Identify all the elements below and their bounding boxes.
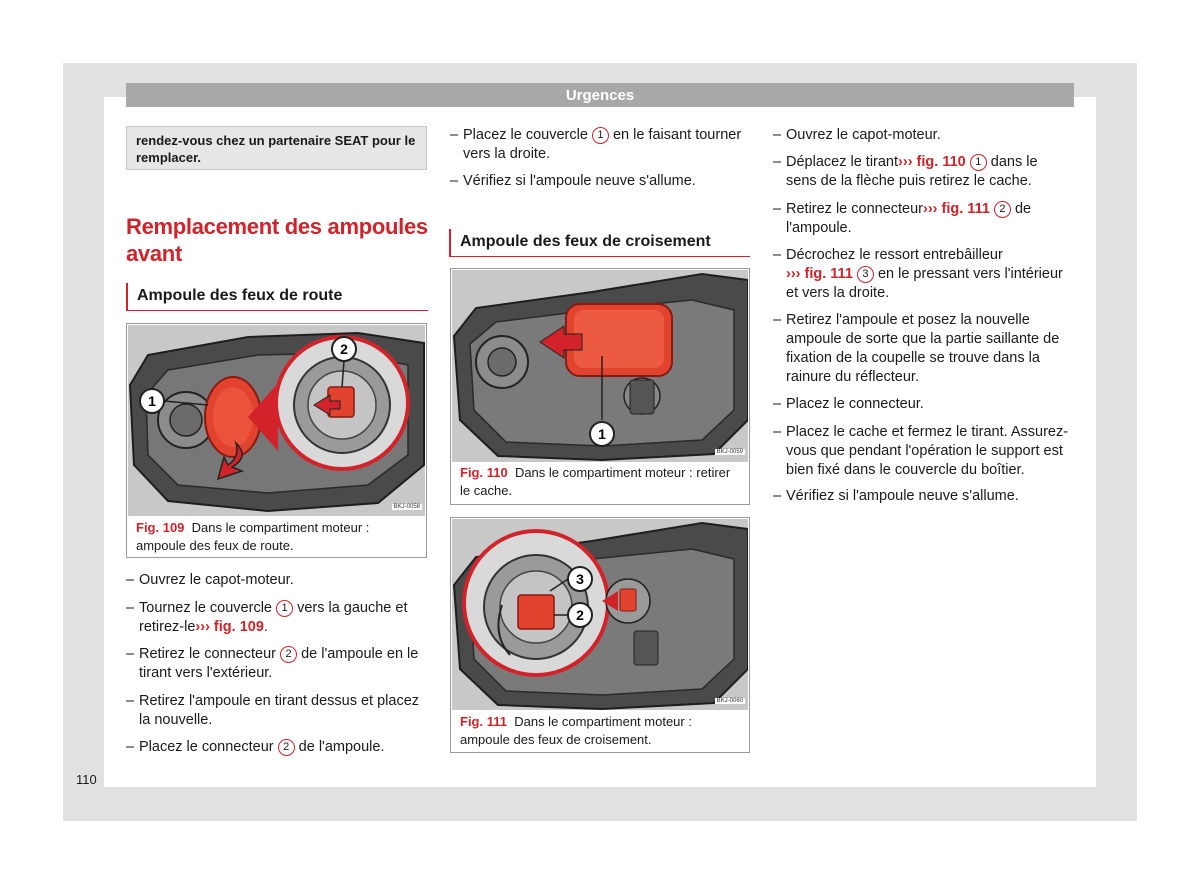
callout-2: 2 (340, 341, 348, 357)
list-item: – Ouvrez le capot-moteur. (126, 572, 294, 588)
list-item: – Placez le cache et fermez le tirant. Assurez-vous que pendant l'opération le support est bien fixé dans le couvercle du boîtier. (773, 424, 1069, 478)
list-item: – Placez le connecteur 2 de l'ampoule. (126, 739, 385, 755)
figure-link[interactable]: ››› fig. 109 (195, 619, 264, 635)
list-item: – Retirez l'ampoule et posez la nouvelle ampoule de sorte que la partie saillante de fixation de la coupelle se trouve dans la rainure du réflecteur. (773, 312, 1060, 385)
figure-caption-text: Dans le compartiment moteur : retirer le cache. (460, 465, 731, 498)
page-title: Remplacement des ampoules avant (126, 214, 428, 266)
callout-2: 2 (576, 607, 584, 623)
note-box: rendez-vous chez un partenaire SEAT pour le remplacer. (126, 126, 427, 170)
list-item: – Décrochez le ressort entrebâilleur ››› fig. 111 3 en le pressant vers l'intérieur et vers la droite. (773, 247, 1063, 301)
callout-1: 1 (598, 426, 606, 442)
list-item: – Tournez le couvercle 1 vers la gauche et retirez-le››› fig. 109. (126, 600, 408, 635)
figure-caption (460, 713, 741, 749)
figure-label: Fig. 111 (460, 714, 507, 729)
page-number: 110 (76, 772, 97, 787)
figure-caption (136, 519, 418, 555)
figure-code: BKJ-0058 (393, 504, 420, 510)
figure-label: Fig. 110 (460, 465, 508, 480)
callout-badge: 2 (994, 201, 1011, 218)
figure-caption-text: Dans le compartiment moteur : ampoule des feux de croisement. (460, 714, 692, 747)
list-item: – Vérifiez si l'ampoule neuve s'allume. (773, 488, 1019, 504)
headlamp-cover-illustration (452, 270, 748, 462)
callout-badge: 1 (276, 600, 293, 617)
list-item: – Retirez le connecteur››› fig. 111 2 de l'ampoule. (773, 201, 1032, 236)
figure-110 (450, 268, 750, 505)
callout-badge: 2 (280, 646, 297, 663)
headlamp-low-beam-illustration (452, 519, 748, 710)
list-item: – Ouvrez le capot-moteur. (773, 127, 941, 143)
figure-link[interactable]: ››› fig. 110 (898, 154, 966, 170)
subheading-high-beam: Ampoule des feux de route (126, 283, 428, 311)
figure-111 (450, 517, 750, 753)
section-header: Urgences (126, 83, 1074, 107)
figure-caption (460, 464, 741, 500)
list-item: – Vérifiez si l'ampoule neuve s'allume. (450, 173, 696, 189)
figure-110-image (452, 270, 748, 462)
figure-link[interactable]: ››› fig. 111 (786, 266, 853, 282)
list-item: – Placez le couvercle 1 en le faisant tourner vers la droite. (450, 127, 742, 162)
list-item: – Retirez le connecteur 2 de l'ampoule en le tirant vers l'extérieur. (126, 646, 419, 681)
figure-111-image (452, 519, 748, 710)
figure-109 (126, 323, 427, 558)
figure-109-image (128, 325, 425, 516)
callout-badge: 3 (857, 266, 874, 283)
callout-1: 1 (148, 393, 156, 409)
list-item: – Déplacez le tirant››› fig. 110 1 dans le sens de la flèche puis retirez le cache. (773, 154, 1038, 189)
figure-link[interactable]: ››› fig. 111 (923, 201, 990, 217)
callout-badge: 1 (970, 154, 987, 171)
figure-label: Fig. 109 (136, 520, 185, 535)
callout-3: 3 (576, 571, 584, 587)
figure-caption-text: Dans le compartiment moteur : ampoule des feux de route. (136, 520, 370, 553)
headlamp-high-beam-illustration (128, 325, 425, 516)
subheading-low-beam: Ampoule des feux de croisement (449, 229, 750, 257)
figure-code: BKJ-0060 (716, 698, 743, 704)
list-item: – Retirez l'ampoule en tirant dessus et placez la nouvelle. (126, 693, 420, 728)
callout-badge: 2 (278, 739, 295, 756)
list-item: – Placez le connecteur. (773, 396, 924, 412)
figure-code: BKJ-0059 (716, 449, 743, 455)
callout-badge: 1 (592, 127, 609, 144)
